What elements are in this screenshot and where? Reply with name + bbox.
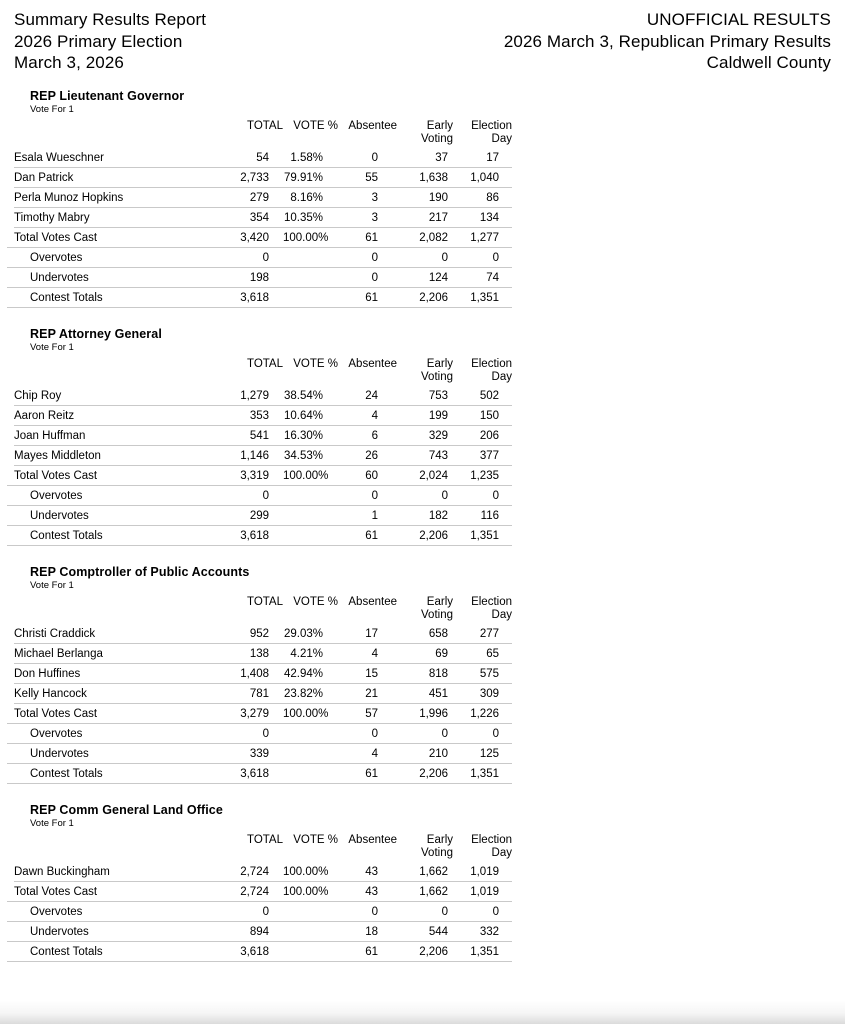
- cell-total: 0: [262, 905, 269, 918]
- cell-vote-pct: 100.00%: [283, 885, 329, 898]
- cell-early-voting: 69: [435, 647, 448, 660]
- county-name: Caldwell County: [706, 53, 831, 72]
- column-header-line2: Voting: [421, 132, 453, 145]
- column-header-line1: Absentee: [348, 833, 397, 846]
- cell-early-voting: 124: [428, 271, 448, 284]
- cell-early-voting: 217: [428, 211, 448, 224]
- cell-total: 0: [262, 251, 269, 264]
- column-header-early-voting: [397, 834, 453, 860]
- column-header-line1: Election: [471, 357, 512, 370]
- cell-total: 1,279: [240, 389, 269, 402]
- cell-absentee: 18: [365, 925, 378, 938]
- cell-election-day: 86: [486, 191, 499, 204]
- candidate-name: Dawn Buckingham: [14, 865, 110, 878]
- cell-total: 3,618: [240, 529, 269, 542]
- column-header-vote-pct: [283, 596, 338, 609]
- vote-for-label: Vote For 1: [30, 341, 74, 353]
- cell-early-voting: 182: [428, 509, 448, 522]
- page-header: [14, 9, 831, 74]
- cell-election-day: 277: [479, 627, 499, 640]
- column-header-election-day: [453, 358, 512, 384]
- column-header-line1: TOTAL: [247, 595, 283, 608]
- cell-early-voting: 451: [428, 687, 448, 700]
- cell-early-voting: 210: [428, 747, 448, 760]
- candidate-name: Don Huffines: [14, 667, 81, 680]
- column-header-row: [14, 834, 512, 860]
- cell-total: 198: [249, 271, 269, 284]
- cell-absentee: 0: [371, 489, 378, 502]
- cell-total: 3,618: [240, 945, 269, 958]
- cell-absentee: 1: [371, 509, 378, 522]
- cell-election-day: 1,019: [470, 885, 499, 898]
- column-header-line2: Voting: [421, 370, 453, 383]
- cell-total: 3,319: [240, 469, 269, 482]
- table-row: [14, 148, 512, 168]
- row-label: Contest Totals: [30, 291, 103, 304]
- cell-vote-pct: 100.00%: [283, 707, 329, 720]
- cell-election-day: 1,226: [470, 707, 499, 720]
- cell-absentee: 4: [371, 747, 378, 760]
- report-title: Summary Results Report: [14, 10, 207, 29]
- row-label: Undervotes: [30, 925, 89, 938]
- cell-early-voting: 2,206: [419, 945, 448, 958]
- cell-total: 2,724: [240, 885, 269, 898]
- cell-absentee: 0: [371, 905, 378, 918]
- table-row: [14, 764, 512, 784]
- candidate-name: Chip Roy: [14, 389, 62, 402]
- cell-election-day: 1,351: [470, 291, 499, 304]
- cell-total: 2,724: [240, 865, 269, 878]
- cell-election-day: 1,019: [470, 865, 499, 878]
- table-row: [14, 248, 512, 268]
- cell-election-day: 125: [479, 747, 499, 760]
- table-row: [14, 506, 512, 526]
- cell-vote-pct: 79.91%: [283, 171, 323, 184]
- candidate-name: Timothy Mabry: [14, 211, 90, 224]
- cell-total: 0: [262, 489, 269, 502]
- cell-vote-pct: 42.94%: [283, 667, 323, 680]
- cell-absentee: 0: [371, 251, 378, 264]
- row-label: Contest Totals: [30, 529, 103, 542]
- row-label: Total Votes Cast: [14, 231, 98, 244]
- row-label: Undervotes: [30, 509, 89, 522]
- table-row: [14, 942, 512, 962]
- cell-absentee: 0: [371, 271, 378, 284]
- candidate-name: Kelly Hancock: [14, 687, 87, 700]
- results-status-block: [504, 9, 831, 74]
- cell-absentee: 26: [365, 449, 378, 462]
- column-header-line1: Early: [426, 119, 453, 132]
- contest-section: [14, 803, 831, 962]
- cell-vote-pct: 100.00%: [283, 865, 329, 878]
- cell-vote-pct: 1.58%: [290, 151, 323, 164]
- column-header-absentee: [338, 120, 397, 133]
- cell-absentee: 4: [371, 647, 378, 660]
- column-header-election-day: [453, 834, 512, 860]
- results-table: [14, 358, 512, 546]
- table-row: [14, 526, 512, 546]
- cell-absentee: 3: [371, 211, 378, 224]
- column-header-early-voting: [397, 596, 453, 622]
- cell-early-voting: 0: [441, 727, 448, 740]
- cell-election-day: 134: [479, 211, 499, 224]
- candidate-name: Christi Craddick: [14, 627, 96, 640]
- cell-vote-pct: 29.03%: [283, 627, 323, 640]
- cell-early-voting: 1,662: [419, 885, 448, 898]
- cell-total: 138: [249, 647, 269, 660]
- column-header-row: [14, 358, 512, 384]
- report-title-block: [14, 9, 206, 74]
- table-row: [14, 684, 512, 704]
- results-table: [14, 596, 512, 784]
- cell-election-day: 0: [492, 727, 499, 740]
- column-header-line1: Absentee: [348, 119, 397, 132]
- table-row: [14, 386, 512, 406]
- results-table: [14, 120, 512, 308]
- cell-absentee: 61: [365, 529, 378, 542]
- cell-early-voting: 0: [441, 489, 448, 502]
- cell-early-voting: 2,206: [419, 529, 448, 542]
- column-header-line1: Early: [426, 833, 453, 846]
- contest-title: REP Comm General Land Office: [30, 802, 223, 817]
- column-header-line2: Voting: [421, 846, 453, 859]
- cell-absentee: 21: [365, 687, 378, 700]
- column-header-total: [240, 596, 283, 609]
- row-label: Contest Totals: [30, 945, 103, 958]
- cell-absentee: 6: [371, 429, 378, 442]
- contest-title: REP Comptroller of Public Accounts: [30, 564, 250, 579]
- table-row: [14, 288, 512, 308]
- table-row: [14, 486, 512, 506]
- column-header-line1: TOTAL: [247, 119, 283, 132]
- cell-early-voting: 658: [428, 627, 448, 640]
- cell-total: 299: [249, 509, 269, 522]
- row-label: Overvotes: [30, 727, 83, 740]
- table-row: [14, 406, 512, 426]
- cell-absentee: 0: [371, 727, 378, 740]
- column-header-line1: VOTE %: [293, 119, 338, 132]
- cell-election-day: 65: [486, 647, 499, 660]
- row-label: Overvotes: [30, 251, 83, 264]
- column-header-row: [14, 120, 512, 146]
- table-row: [14, 168, 512, 188]
- cell-absentee: 61: [365, 291, 378, 304]
- cell-election-day: 1,351: [470, 529, 499, 542]
- column-header-line1: Early: [426, 357, 453, 370]
- contest-list: [14, 89, 831, 962]
- column-header-line2: Day: [491, 370, 512, 383]
- column-header-election-day: [453, 120, 512, 146]
- cell-election-day: 332: [479, 925, 499, 938]
- cell-early-voting: 37: [435, 151, 448, 164]
- contest-section: [14, 89, 831, 308]
- cell-absentee: 24: [365, 389, 378, 402]
- cell-absentee: 0: [371, 151, 378, 164]
- election-date: March 3, 2026: [14, 53, 124, 72]
- cell-election-day: 1,351: [470, 767, 499, 780]
- cell-vote-pct: 23.82%: [283, 687, 323, 700]
- column-header-line1: VOTE %: [293, 357, 338, 370]
- cell-election-day: 1,351: [470, 945, 499, 958]
- row-label: Contest Totals: [30, 767, 103, 780]
- column-header-line1: Absentee: [348, 595, 397, 608]
- cell-absentee: 4: [371, 409, 378, 422]
- cell-absentee: 55: [365, 171, 378, 184]
- cell-absentee: 61: [365, 767, 378, 780]
- table-row: [14, 644, 512, 664]
- table-row: [14, 188, 512, 208]
- cell-election-day: 502: [479, 389, 499, 402]
- column-header-line1: VOTE %: [293, 595, 338, 608]
- cell-total: 3,420: [240, 231, 269, 244]
- cell-election-day: 150: [479, 409, 499, 422]
- cell-vote-pct: 100.00%: [283, 231, 329, 244]
- cell-vote-pct: 38.54%: [283, 389, 323, 402]
- row-label: Total Votes Cast: [14, 707, 98, 720]
- cell-vote-pct: 10.64%: [283, 409, 323, 422]
- cell-total: 339: [249, 747, 269, 760]
- column-header-absentee: [338, 834, 397, 847]
- cell-election-day: 1,040: [470, 171, 499, 184]
- cell-election-day: 116: [480, 509, 499, 522]
- candidate-name: Mayes Middleton: [14, 449, 101, 462]
- cell-early-voting: 2,024: [419, 469, 448, 482]
- unofficial-results-label: UNOFFICIAL RESULTS: [646, 10, 831, 29]
- cell-vote-pct: 4.21%: [290, 647, 323, 660]
- table-row: [14, 466, 512, 486]
- table-row: [14, 426, 512, 446]
- cell-election-day: 309: [479, 687, 499, 700]
- cell-election-day: 1,277: [470, 231, 499, 244]
- cell-total: 952: [249, 627, 269, 640]
- candidate-name: Esala Wueschner: [14, 151, 104, 164]
- cell-early-voting: 199: [428, 409, 448, 422]
- contest-section: [14, 327, 831, 546]
- column-header-line1: Absentee: [348, 357, 397, 370]
- table-row: [14, 704, 512, 724]
- candidate-name: Joan Huffman: [14, 429, 86, 442]
- contest-section: [14, 565, 831, 784]
- cell-total: 279: [249, 191, 269, 204]
- cell-total: 894: [249, 925, 269, 938]
- cell-absentee: 15: [365, 667, 378, 680]
- cell-early-voting: 818: [428, 667, 448, 680]
- cell-total: 1,146: [240, 449, 269, 462]
- column-header-vote-pct: [283, 834, 338, 847]
- column-header-line2: Voting: [421, 608, 453, 621]
- cell-election-day: 377: [479, 449, 499, 462]
- election-name: 2026 Primary Election: [14, 31, 183, 51]
- cell-early-voting: 753: [428, 389, 448, 402]
- cell-election-day: 575: [479, 667, 499, 680]
- cell-election-day: 0: [492, 251, 499, 264]
- cell-absentee: 57: [365, 707, 378, 720]
- column-header-line1: VOTE %: [293, 833, 338, 846]
- cell-absentee: 61: [365, 231, 378, 244]
- table-row: [14, 228, 512, 248]
- column-header-early-voting: [397, 120, 453, 146]
- row-label: Total Votes Cast: [14, 469, 98, 482]
- cell-early-voting: 190: [428, 191, 448, 204]
- results-subtitle: 2026 March 3, Republican Primary Results: [503, 31, 831, 51]
- column-header-line2: Day: [491, 608, 512, 621]
- table-row: [14, 624, 512, 644]
- cell-total: 3,618: [240, 767, 269, 780]
- table-row: [14, 268, 512, 288]
- column-header-line1: Early: [426, 595, 453, 608]
- cell-election-day: 74: [486, 271, 499, 284]
- row-label: Total Votes Cast: [14, 885, 98, 898]
- cell-election-day: 0: [492, 489, 499, 502]
- table-row: [14, 902, 512, 922]
- cell-early-voting: 2,206: [419, 767, 448, 780]
- row-label: Undervotes: [30, 747, 89, 760]
- cell-early-voting: 1,638: [419, 171, 448, 184]
- column-header-absentee: [338, 358, 397, 371]
- cell-absentee: 60: [365, 469, 378, 482]
- cell-early-voting: 0: [441, 905, 448, 918]
- cell-total: 2,733: [240, 171, 269, 184]
- cell-absentee: 17: [365, 627, 378, 640]
- cell-early-voting: 1,996: [419, 707, 448, 720]
- row-label: Overvotes: [30, 489, 83, 502]
- cell-total: 0: [262, 727, 269, 740]
- cell-early-voting: 2,082: [419, 231, 448, 244]
- table-row: [14, 446, 512, 466]
- cell-total: 781: [249, 687, 269, 700]
- column-header-election-day: [453, 596, 512, 622]
- column-header-vote-pct: [283, 120, 338, 133]
- cell-vote-pct: 100.00%: [283, 469, 329, 482]
- table-row: [14, 664, 512, 684]
- cell-total: 54: [256, 151, 269, 164]
- cell-early-voting: 329: [428, 429, 448, 442]
- table-row: [14, 724, 512, 744]
- cell-election-day: 17: [486, 151, 499, 164]
- column-header-line1: TOTAL: [247, 357, 283, 370]
- table-row: [14, 744, 512, 764]
- column-header-line1: Election: [471, 833, 512, 846]
- column-header-row: [14, 596, 512, 622]
- cell-early-voting: 1,662: [419, 865, 448, 878]
- vote-for-label: Vote For 1: [30, 817, 74, 829]
- table-row: [14, 882, 512, 902]
- column-header-total: [240, 834, 283, 847]
- cell-election-day: 206: [479, 429, 499, 442]
- table-row: [14, 922, 512, 942]
- contest-title: REP Attorney General: [30, 326, 162, 341]
- candidate-name: Dan Patrick: [14, 171, 74, 184]
- cell-early-voting: 2,206: [419, 291, 448, 304]
- cell-total: 1,408: [240, 667, 269, 680]
- candidate-name: Aaron Reitz: [14, 409, 75, 422]
- column-header-line2: Day: [491, 846, 512, 859]
- vote-for-label: Vote For 1: [30, 579, 74, 591]
- table-row: [14, 208, 512, 228]
- cell-total: 3,279: [240, 707, 269, 720]
- cell-early-voting: 0: [441, 251, 448, 264]
- column-header-early-voting: [397, 358, 453, 384]
- column-header-line1: Election: [471, 119, 512, 132]
- cell-absentee: 43: [365, 885, 378, 898]
- vote-for-label: Vote For 1: [30, 103, 74, 115]
- cell-absentee: 43: [365, 865, 378, 878]
- column-header-total: [240, 120, 283, 133]
- cell-total: 541: [249, 429, 269, 442]
- column-header-total: [240, 358, 283, 371]
- cell-election-day: 1,235: [470, 469, 499, 482]
- column-header-line2: Day: [491, 132, 512, 145]
- cell-vote-pct: 8.16%: [290, 191, 323, 204]
- bottom-scroll-shade: [0, 1000, 845, 1024]
- cell-absentee: 61: [365, 945, 378, 958]
- table-row: [14, 862, 512, 882]
- cell-election-day: 0: [492, 905, 499, 918]
- cell-vote-pct: 16.30%: [283, 429, 323, 442]
- candidate-name: Perla Munoz Hopkins: [14, 191, 124, 204]
- candidate-name: Michael Berlanga: [14, 647, 103, 660]
- column-header-vote-pct: [283, 358, 338, 371]
- results-table: [14, 834, 512, 962]
- contest-title: REP Lieutenant Governor: [30, 88, 185, 103]
- cell-total: 3,618: [240, 291, 269, 304]
- column-header-line1: Election: [471, 595, 512, 608]
- cell-early-voting: 544: [428, 925, 448, 938]
- cell-total: 353: [249, 409, 269, 422]
- cell-total: 354: [249, 211, 269, 224]
- cell-early-voting: 743: [428, 449, 448, 462]
- cell-absentee: 3: [371, 191, 378, 204]
- cell-vote-pct: 10.35%: [283, 211, 323, 224]
- cell-vote-pct: 34.53%: [283, 449, 323, 462]
- column-header-line1: TOTAL: [247, 833, 283, 846]
- row-label: Undervotes: [30, 271, 89, 284]
- row-label: Overvotes: [30, 905, 83, 918]
- column-header-absentee: [338, 596, 397, 609]
